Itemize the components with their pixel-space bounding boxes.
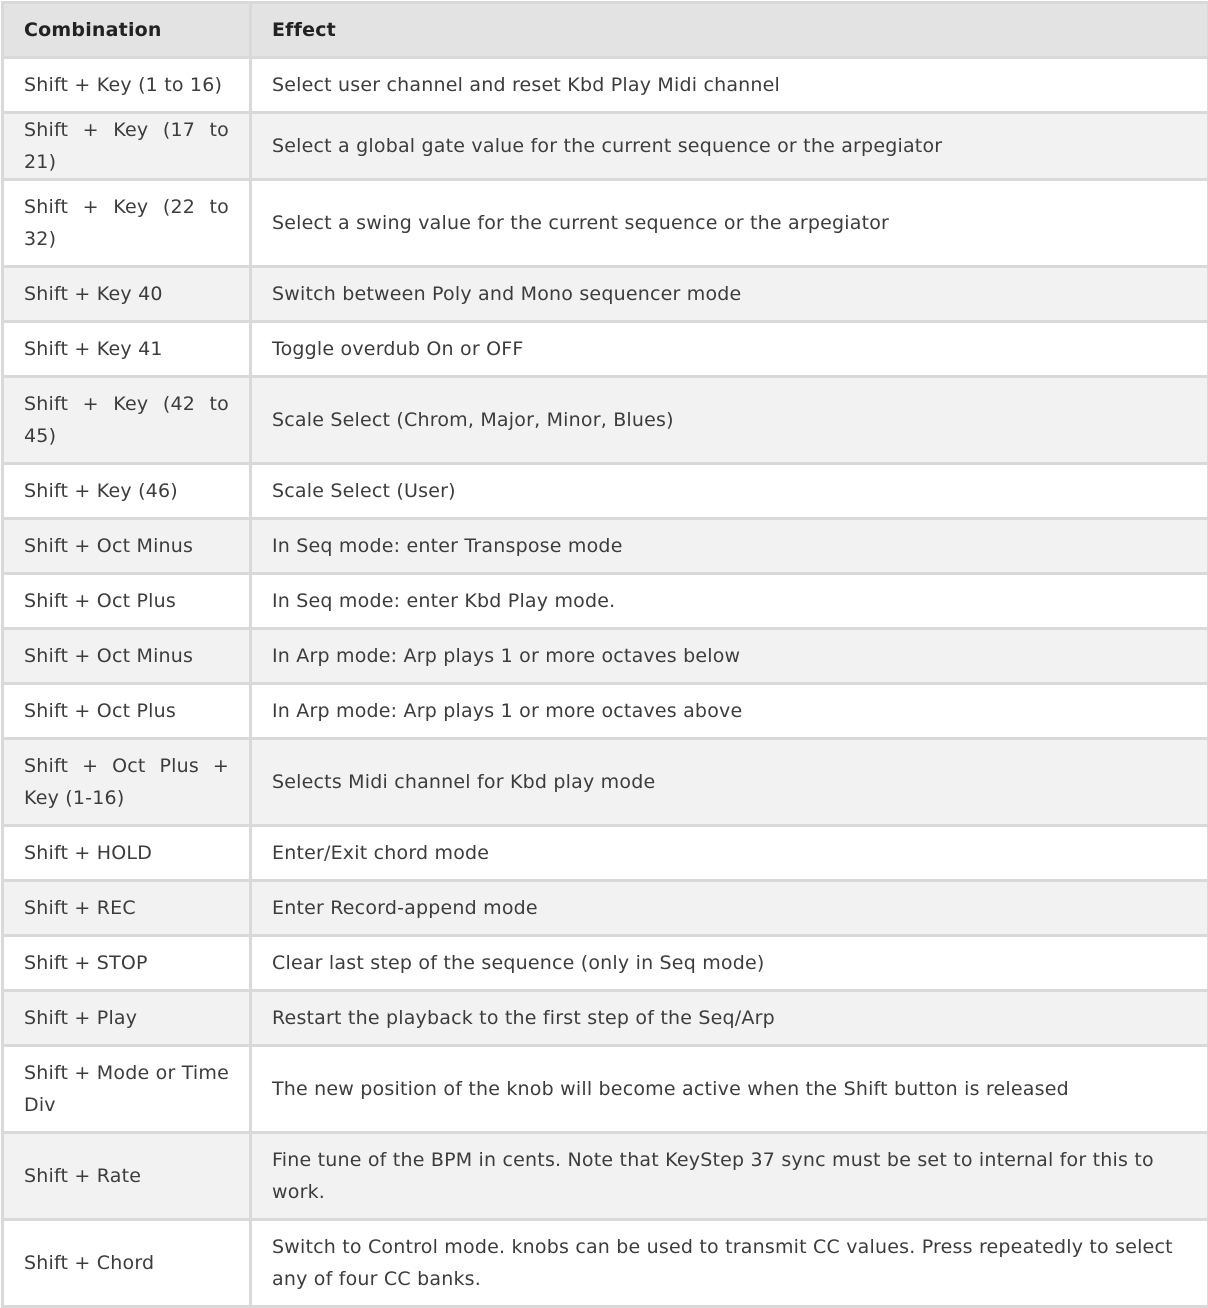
table-row bbox=[3, 322, 1208, 377]
table-row bbox=[3, 991, 1208, 1046]
combination-cell: Shift + Play bbox=[3, 991, 251, 1046]
effect-cell: Enter/Exit chord mode bbox=[251, 826, 1208, 881]
table-row bbox=[3, 267, 1208, 322]
table-row bbox=[3, 826, 1208, 881]
effect-cell: Selects Midi channel for Kbd play mode bbox=[251, 739, 1208, 826]
shortcut-table bbox=[1, 1, 1208, 1308]
effect-cell: Scale Select (Chrom, Major, Minor, Blues) bbox=[251, 377, 1208, 464]
effect-cell: In Arp mode: Arp plays 1 or more octaves below bbox=[251, 629, 1208, 684]
table-row bbox=[3, 881, 1208, 936]
table-row bbox=[3, 629, 1208, 684]
effect-cell: Switch between Poly and Mono sequencer mode bbox=[251, 267, 1208, 322]
effect-cell: The new position of the knob will become active when the Shift button is released bbox=[251, 1046, 1208, 1133]
effect-cell: Select user channel and reset Kbd Play Midi channel bbox=[251, 58, 1208, 113]
combination-cell: Shift + Key (22 to 32) bbox=[3, 180, 251, 267]
combination-cell: Shift + Key 41 bbox=[3, 322, 251, 377]
combination-cell: Shift + Rate bbox=[3, 1133, 251, 1220]
table-row bbox=[3, 574, 1208, 629]
combination-cell: Shift + Oct Plus bbox=[3, 574, 251, 629]
table-row bbox=[3, 180, 1208, 267]
combination-cell: Shift + Oct Minus bbox=[3, 519, 251, 574]
effect-cell: Fine tune of the BPM in cents. Note that KeyStep 37 sync must be set to internal for this to work. bbox=[251, 1133, 1208, 1220]
effect-cell: In Seq mode: enter Transpose mode bbox=[251, 519, 1208, 574]
effect-cell: Clear last step of the sequence (only in Seq mode) bbox=[251, 936, 1208, 991]
effect-cell: Switch to Control mode. knobs can be used to transmit CC values. Press repeatedly to select any of four CC banks. bbox=[251, 1220, 1208, 1307]
table-row bbox=[3, 464, 1208, 519]
table-row bbox=[3, 1220, 1208, 1307]
table-row bbox=[3, 1133, 1208, 1220]
table-row bbox=[3, 1046, 1208, 1133]
table-row bbox=[3, 739, 1208, 826]
combination-cell: Shift + Oct Minus bbox=[3, 629, 251, 684]
table-row bbox=[3, 58, 1208, 113]
combination-cell: Shift + Key 40 bbox=[3, 267, 251, 322]
combination-cell: Shift + Key (46) bbox=[3, 464, 251, 519]
column-header-combination: Combination bbox=[3, 3, 251, 58]
combination-cell: Shift + Oct Plus + Key (1-16) bbox=[3, 739, 251, 826]
table-row bbox=[3, 519, 1208, 574]
combination-cell: Shift + Oct Plus bbox=[3, 684, 251, 739]
column-header-effect: Effect bbox=[251, 3, 1208, 58]
table-row bbox=[3, 936, 1208, 991]
combination-cell: Shift + REC bbox=[3, 881, 251, 936]
effect-cell: In Arp mode: Arp plays 1 or more octaves above bbox=[251, 684, 1208, 739]
table-row bbox=[3, 684, 1208, 739]
effect-cell: Select a swing value for the current sequence or the arpegiator bbox=[251, 180, 1208, 267]
combination-cell: Shift + Mode or Time Div bbox=[3, 1046, 251, 1133]
table-header-row bbox=[3, 3, 1208, 58]
effect-cell: In Seq mode: enter Kbd Play mode. bbox=[251, 574, 1208, 629]
effect-cell: Toggle overdub On or OFF bbox=[251, 322, 1208, 377]
combination-cell: Shift + Chord bbox=[3, 1220, 251, 1307]
table-row bbox=[3, 377, 1208, 464]
effect-cell: Enter Record-append mode bbox=[251, 881, 1208, 936]
effect-cell: Restart the playback to the first step of the Seq/Arp bbox=[251, 991, 1208, 1046]
combination-cell: Shift + HOLD bbox=[3, 826, 251, 881]
combination-cell: Shift + Key (1 to 16) bbox=[3, 58, 251, 113]
combination-cell: Shift + Key (42 to 45) bbox=[3, 377, 251, 464]
combination-cell: Shift + STOP bbox=[3, 936, 251, 991]
effect-cell: Scale Select (User) bbox=[251, 464, 1208, 519]
effect-cell: Select a global gate value for the current sequence or the arpegiator bbox=[251, 113, 1208, 180]
combination-cell: Shift + Key (17 to 21) bbox=[3, 113, 251, 180]
table-row bbox=[3, 113, 1208, 180]
